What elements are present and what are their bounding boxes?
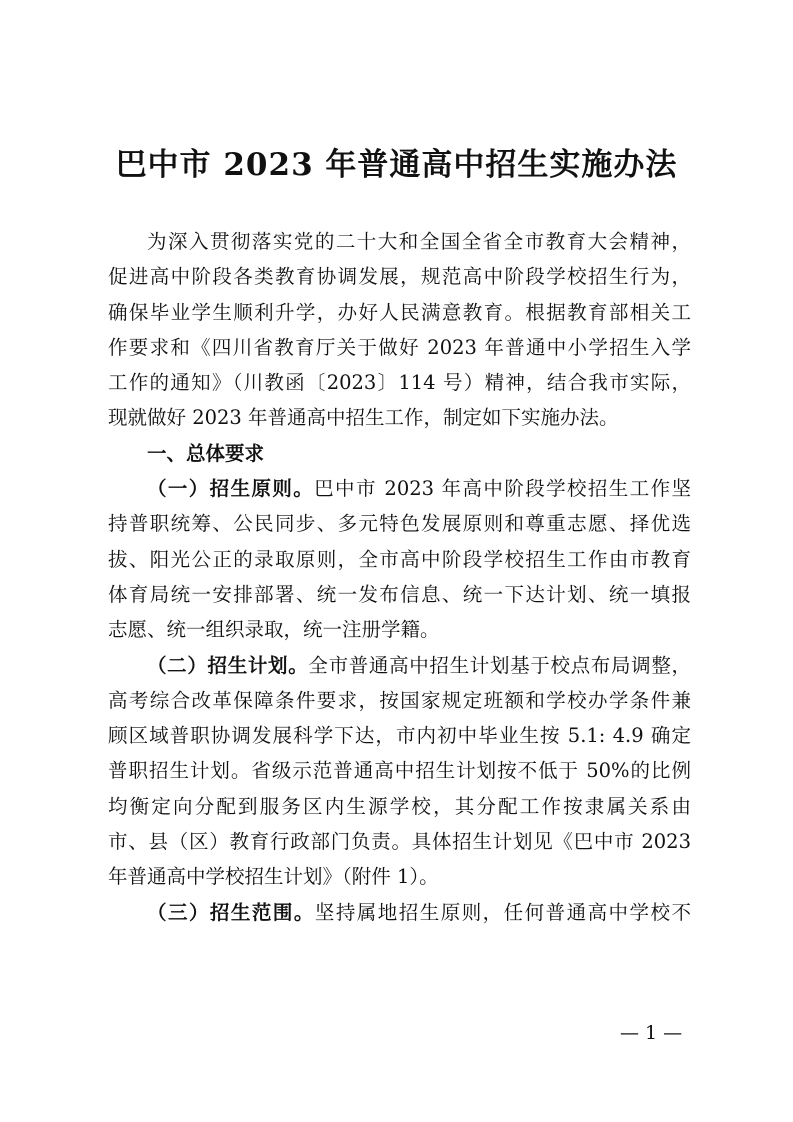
item-heading: （三）招生范围。: [147, 900, 315, 924]
paragraph-line: 持普职统筹、公民同步、多元特色发展原则和尊重志愿、择优选: [108, 512, 691, 536]
paragraph-line: 均衡定向分配到服务区内生源学校，其分配工作按隶属关系由: [108, 794, 691, 818]
document-title: 巴中市 2023 年普通高中招生实施办法: [115, 147, 678, 183]
paragraph-text: 坚持属地招生原则，任何普通高中学校不: [314, 900, 691, 924]
document-body: [108, 224, 691, 930]
paragraph-line: 志愿、统一组织录取，统一注册学籍。: [108, 618, 440, 642]
intro-line: 为深入贯彻落实党的二十大和全国全省全市教育大会精神，: [147, 230, 691, 253]
intro-line: 现就做好 2023 年普通高中招生工作，制定如下实施办法。: [108, 406, 619, 430]
intro-line: 确保毕业学生顺利升学，办好人民满意教育。根据教育部相关工: [108, 300, 691, 324]
paragraph-line: 拔、阳光公正的录取原则，全市高中阶段学校招生工作由市教育: [108, 547, 691, 571]
paragraph-text: 全市普通高中招生计划基于校点布局调整，: [308, 653, 691, 677]
paragraph-line: 体育局统一安排部署、统一发布信息、统一下达计划、统一填报: [108, 582, 691, 606]
paragraph-line: [108, 648, 691, 683]
section-heading: 一、总体要求: [147, 441, 265, 465]
intro-line: 工作的通知》（川教函〔2023〕114 号）精神，结合我市实际，: [108, 371, 691, 395]
intro-line: 作要求和《四川省教育厅关于做好 2023 年普通中小学招生入学: [108, 335, 691, 359]
paragraph-line: 高考综合改革保障条件要求，按国家规定班额和学校办学条件兼: [108, 688, 691, 712]
item-heading: （二）招生计划。: [147, 653, 309, 677]
paragraph-line: 市、县（区）教育行政部门负责。具体招生计划见《巴中市 2023: [108, 830, 691, 854]
paragraph-line: 年普通高中学校招生计划》（附件 1）。: [108, 865, 439, 889]
paragraph-line: 普职招生计划。省级示范普通高中招生计划按不低于 50%的比例: [108, 759, 691, 783]
paragraph-text: 巴中市 2023 年高中阶段学校招生工作坚: [314, 477, 691, 501]
item-heading: （一）招生原则。: [147, 477, 315, 501]
paragraph-line: 顾区域普职协调发展科学下达，市内初中毕业生按 5.1: 4.9 确定: [108, 724, 691, 748]
page-number: — 1 —: [620, 1022, 683, 1044]
intro-line: 促进高中阶段各类教育协调发展，规范高中阶段学校招生行为，: [108, 265, 691, 289]
paragraph-line: [108, 895, 691, 930]
paragraph-line: [108, 471, 691, 506]
